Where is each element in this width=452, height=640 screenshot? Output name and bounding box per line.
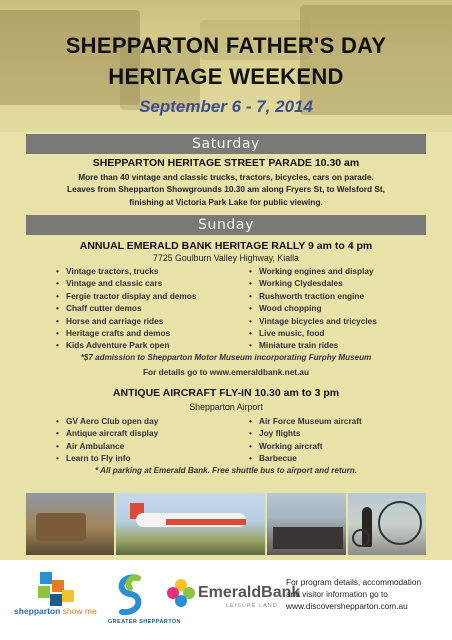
list-item: • Live music, food bbox=[249, 328, 325, 339]
flyin-heading: ANTIQUE AIRCRAFT FLY-IN 10.30 am to 3 pm bbox=[112, 386, 340, 399]
rally-details: For details go to www.emeraldbank.net.au bbox=[142, 366, 310, 377]
list-item: • Air Force Museum aircraft bbox=[249, 415, 362, 426]
wagon-shape bbox=[36, 513, 86, 541]
parking-note: * All parking at Emerald Bank. Free shuttle bus to airport and return. bbox=[95, 466, 357, 476]
logo-tile bbox=[38, 586, 50, 598]
parade-heading: SHEPPARTON HERITAGE STREET PARADE 10.30 am bbox=[92, 157, 360, 169]
list-item: • Barbecue bbox=[249, 453, 297, 464]
photo-strip bbox=[26, 493, 426, 555]
flyin-list-left bbox=[56, 415, 226, 465]
rally-activities bbox=[28, 265, 424, 352]
flyin-list-right bbox=[249, 415, 414, 465]
emerald-bank-wordmark: EmeraldBank bbox=[198, 584, 301, 601]
list-item: • Wood chopping bbox=[249, 303, 322, 314]
parade-line: finishing at Victoria Park Lake for public viewing. bbox=[129, 196, 323, 207]
big-wheel-shape bbox=[378, 501, 422, 545]
flyin-location: Shepparton Airport bbox=[189, 401, 263, 412]
crowd-shape bbox=[273, 527, 343, 549]
emerald-bank-tagline: LEISURE LAND bbox=[226, 603, 278, 609]
info-url: www.discovershepparton.com.au bbox=[286, 601, 408, 611]
rally-address: 7725 Goulburn Valley Highway, Kialla bbox=[153, 253, 299, 263]
flyin-activities bbox=[28, 415, 424, 465]
penny-farthing-photo bbox=[348, 493, 426, 555]
list-item: • Learn to Fly info bbox=[56, 453, 131, 464]
info-line: For program details, accommodation bbox=[286, 577, 422, 587]
rally-list-left bbox=[56, 265, 226, 352]
admission-note: *$7 admission to Shepparton Motor Museum incorporating Furphy Museum bbox=[80, 352, 372, 362]
footer-info bbox=[286, 576, 446, 612]
parade-line: More than 40 vintage and classic trucks, tractors, bicycles, cars on parade. bbox=[78, 172, 374, 182]
list-item: • Rushworth traction engine bbox=[249, 290, 365, 301]
aircraft-photo bbox=[116, 493, 265, 555]
sunday-band: Sunday bbox=[26, 215, 426, 235]
saturday-band: Saturday bbox=[26, 134, 426, 154]
logo-tile bbox=[50, 594, 62, 606]
footer bbox=[0, 560, 452, 640]
sunday-section bbox=[28, 240, 424, 477]
parade-line: Leaves from Shepparton Showgrounds 10.30 am along Fryers St, to Welsford St, bbox=[67, 184, 385, 195]
list-item: • Vintage and classic cars bbox=[56, 278, 163, 289]
list-item: • Vintage bicycles and tricycles bbox=[249, 315, 377, 326]
list-item: • Miniature train rides bbox=[249, 340, 339, 351]
list-item: • Fergie tractor display and demos bbox=[56, 290, 197, 301]
list-item: • Antique aircraft display bbox=[56, 428, 159, 439]
list-item: • Kids Adventure Park open bbox=[56, 340, 170, 351]
saturday-section bbox=[28, 157, 424, 208]
crowd-photo bbox=[267, 493, 347, 555]
info-line: and visitor information go to bbox=[286, 589, 388, 599]
greater-shepparton-logo bbox=[110, 570, 150, 620]
event-dates: September 6 - 7, 2014 bbox=[139, 97, 313, 116]
page-title-line1: SHEPPARTON FATHER'S DAY bbox=[65, 33, 387, 58]
logo-tile bbox=[40, 572, 52, 584]
list-item: • Working aircraft bbox=[249, 440, 323, 451]
list-item: • Working Clydesdales bbox=[249, 278, 343, 289]
list-item: • Joy flights bbox=[249, 428, 301, 439]
list-item: • Air Ambulance bbox=[56, 440, 125, 451]
list-item: • Horse and carriage rides bbox=[56, 315, 164, 326]
logo2-text: GREATER SHEPPARTON bbox=[108, 619, 181, 625]
plane-wing-shape bbox=[166, 519, 246, 525]
list-item: • Vintage tractors, trucks bbox=[56, 266, 159, 276]
list-item: • Chaff cutter demos bbox=[56, 303, 142, 314]
hero-banner bbox=[0, 0, 452, 132]
list-item: • Working engines and display bbox=[249, 266, 374, 276]
list-item: • Heritage crafts and demos bbox=[56, 328, 171, 339]
page-title-line2: HERITAGE WEEKEND bbox=[108, 64, 344, 89]
wagon-photo bbox=[26, 493, 114, 555]
emerald-bank-flower-icon bbox=[166, 578, 196, 608]
list-item: • GV Aero Club open day bbox=[56, 415, 159, 426]
logo-tile bbox=[62, 590, 74, 602]
rally-heading: ANNUAL EMERALD BANK HERITAGE RALLY 9 am to 4 pm bbox=[79, 240, 373, 252]
rally-list-right bbox=[249, 265, 414, 352]
logo1-text: shepparton show me bbox=[14, 606, 97, 616]
